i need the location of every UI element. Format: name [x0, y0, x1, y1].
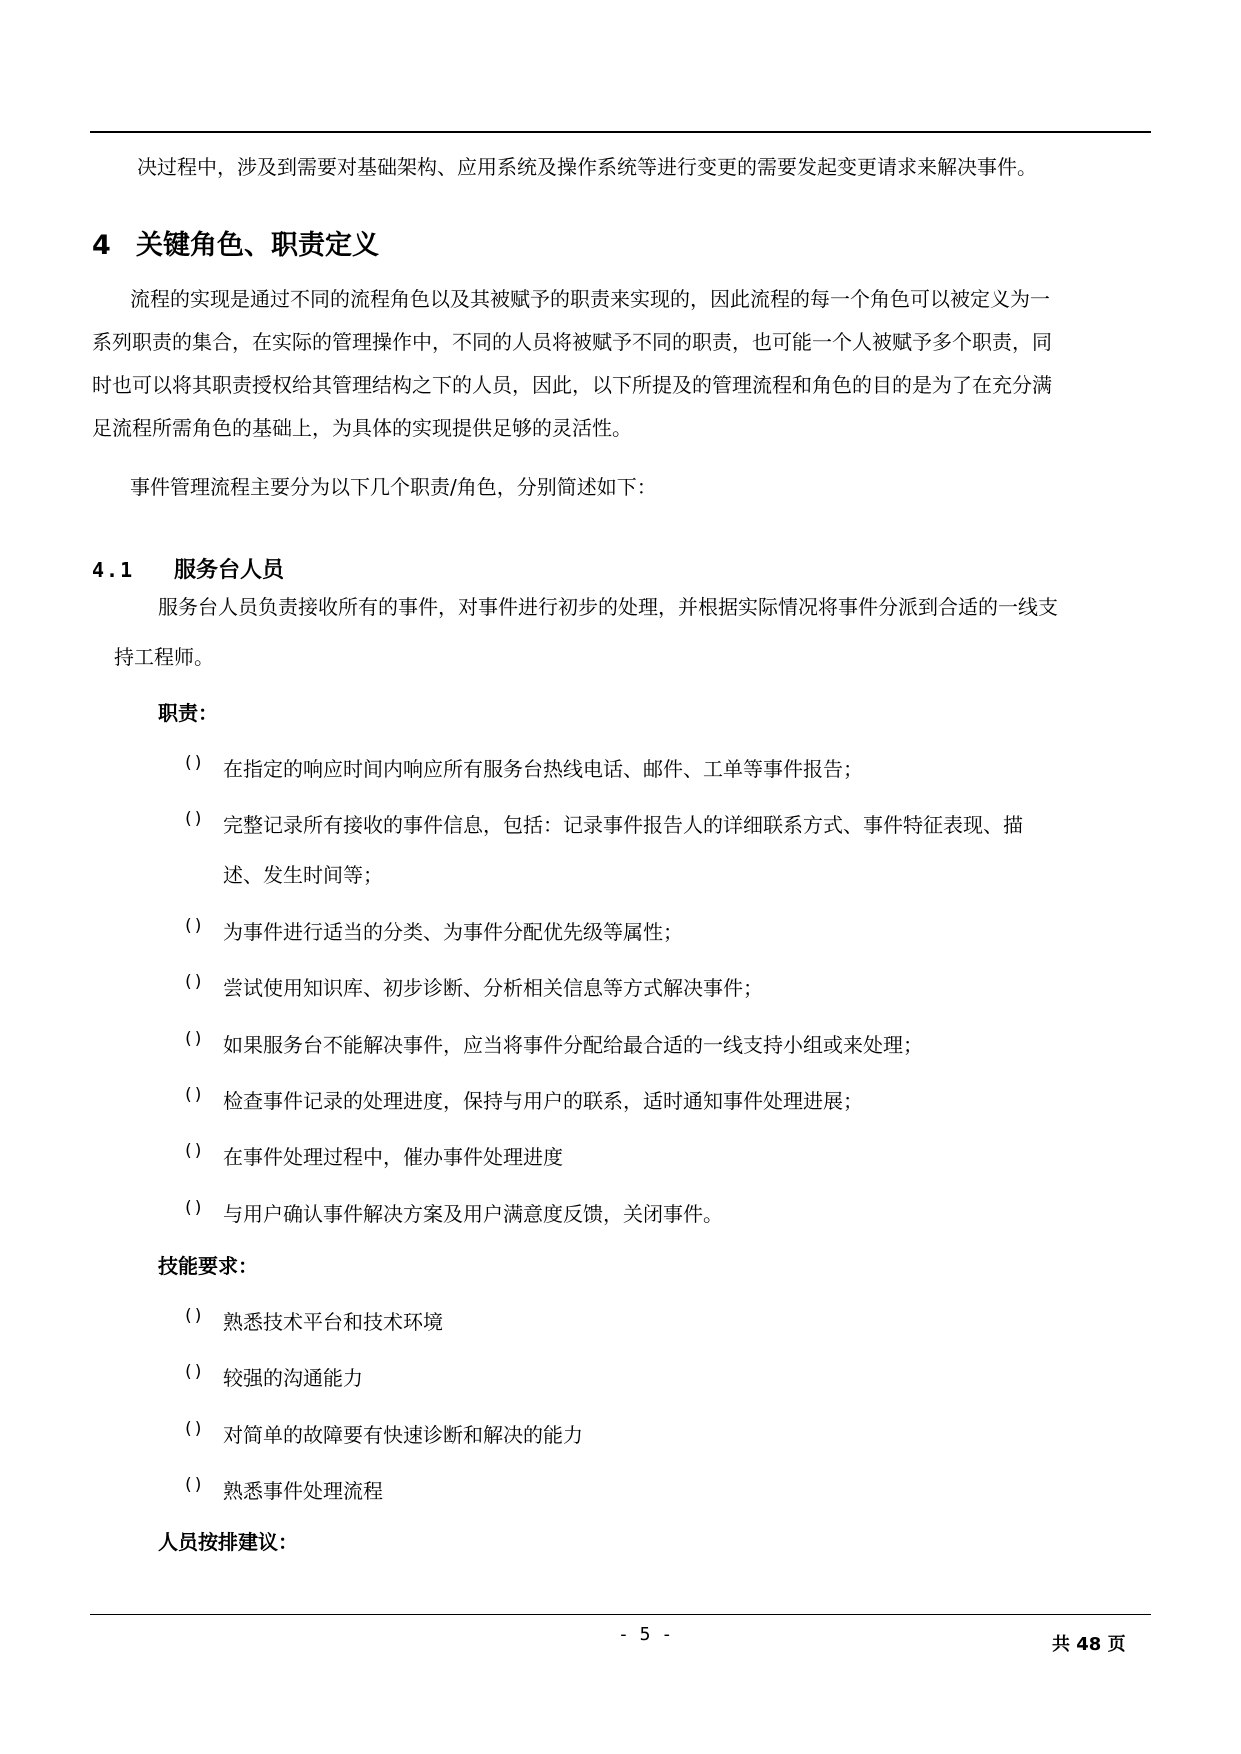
page-number: - 5 - — [618, 1624, 673, 1645]
bullet-icon: () — [183, 1029, 204, 1049]
staffing-label: 人员按排建议： — [158, 1530, 298, 1554]
bullet-icon: () — [183, 1362, 204, 1382]
footer-rule — [90, 1614, 1151, 1615]
header-rule — [90, 131, 1151, 133]
page-total: 共 48 页 — [1052, 1634, 1126, 1655]
paragraph-line: 流程的实现是通过不同的流程角色以及其被赋予的职责来实现的，因此流程的每一个角色可以被定义为一 — [130, 287, 1050, 311]
bullet-icon: () — [183, 1198, 204, 1218]
paragraph-line: 时也可以将其职责授权给其管理结构之下的人员，因此，以下所提及的管理流程和角色的目的是为了在充分满 — [92, 373, 1052, 397]
section-4-1-number: 4.1 — [92, 558, 135, 582]
bullet-icon: () — [183, 1306, 204, 1326]
bullet-icon: () — [183, 1141, 204, 1161]
bullet-icon: () — [183, 1475, 204, 1495]
bullet-icon: () — [183, 1085, 204, 1105]
section-4-1-desc-line: 持工程师。 — [114, 645, 214, 669]
section-4-heading — [92, 223, 379, 262]
bullet-icon: () — [183, 916, 204, 936]
paragraph-line: 足流程所需角色的基础上，为具体的实现提供足够的灵活性。 — [92, 416, 632, 440]
bullet-icon: () — [183, 1419, 204, 1439]
section-4-title: 关键角色、职责定义 — [136, 230, 379, 261]
duties-label: 职责： — [158, 701, 218, 725]
bullet-icon: () — [183, 809, 204, 829]
bullet-icon: () — [183, 753, 204, 773]
section-4-1-title: 服务台人员 — [174, 558, 285, 583]
bullet-icon: () — [183, 972, 204, 992]
section-4-paragraph — [92, 278, 1152, 450]
section-4-intro: 事件管理流程主要分为以下几个职责/角色，分别简述如下： — [130, 475, 657, 499]
skills-label: 技能要求： — [158, 1254, 258, 1278]
paragraph-line: 系列职责的集合，在实际的管理操作中，不同的人员将被赋予不同的职责，也可能一个人被赋予多个职责，同 — [92, 330, 1052, 354]
continuation-text: 决过程中，涉及到需要对基础架构、应用系统及操作系统等进行变更的需要发起变更请求来解决事件。 — [137, 155, 1037, 179]
section-4-1-desc-line: 服务台人员负责接收所有的事件，对事件进行初步的处理，并根据实际情况将事件分派到合适的一线支 — [158, 595, 1058, 619]
document-page: 决过程中，涉及到需要对基础架构、应用系统及操作系统等进行变更的需要发起变更请求来解决事件。 4 关键角色、职责定义 流程的实现是通过不同的流程角色以及其被赋予的职责来实现的，因此流程的每一个角色可以被定义为一 系列职责的集合，在实际的管理操作中，不同的人员将被赋予不同的职责，也可能一个人被赋予多个职责，同 时也可以将其职责授权给其管理结构之下的人员，因此，以下所提及的管理流程和角色的目的是为了在充分满 足流程所需角色的基础上，为具体的实现提供足够的灵活性。 事件管理流程主要分为以下几个职责/角色，分别简述如下： 4.1 服务台人员 服务台人员负责接收所有的事件，对事件进行初步的处理，并根据实际情况将事件分派到合适的一线支 持工程师。 职责： () 在指定的响应时间内响应所有服务台热线电话、邮件、工单等事件报告； () 完整记录所有接收的事件信息，包括：记录事件报告人的详细联系方式、事件特征表现、描 述、发生时间等； () 为事件进行适当的分类、为事件分配优先级等属性； () 尝试使用知识库、初步诊断、分析相关信息等方式解决事件； () 如果服务台不能解决事件，应当将事件分配给最合适的一线支持小组或来处理； () 检查事件记录的处理进度，保持与用户的联系，适时通知事件处理进展； () 在事件处理过程中，催办事件处理进度 () 与用户确认事件解决方案及用户满意度反馈，关闭事件。 技能要求： () 熟悉技术平台和技术环境 () 较强的沟通能力 () 对简单的故障要有快速诊断和解决的能力 () 熟悉事件处理流程 人员按排建议： - 5 - 共 48 页 — [0, 0, 1241, 1754]
section-4-1-heading — [92, 553, 284, 584]
section-4-number: 4 — [92, 230, 111, 261]
